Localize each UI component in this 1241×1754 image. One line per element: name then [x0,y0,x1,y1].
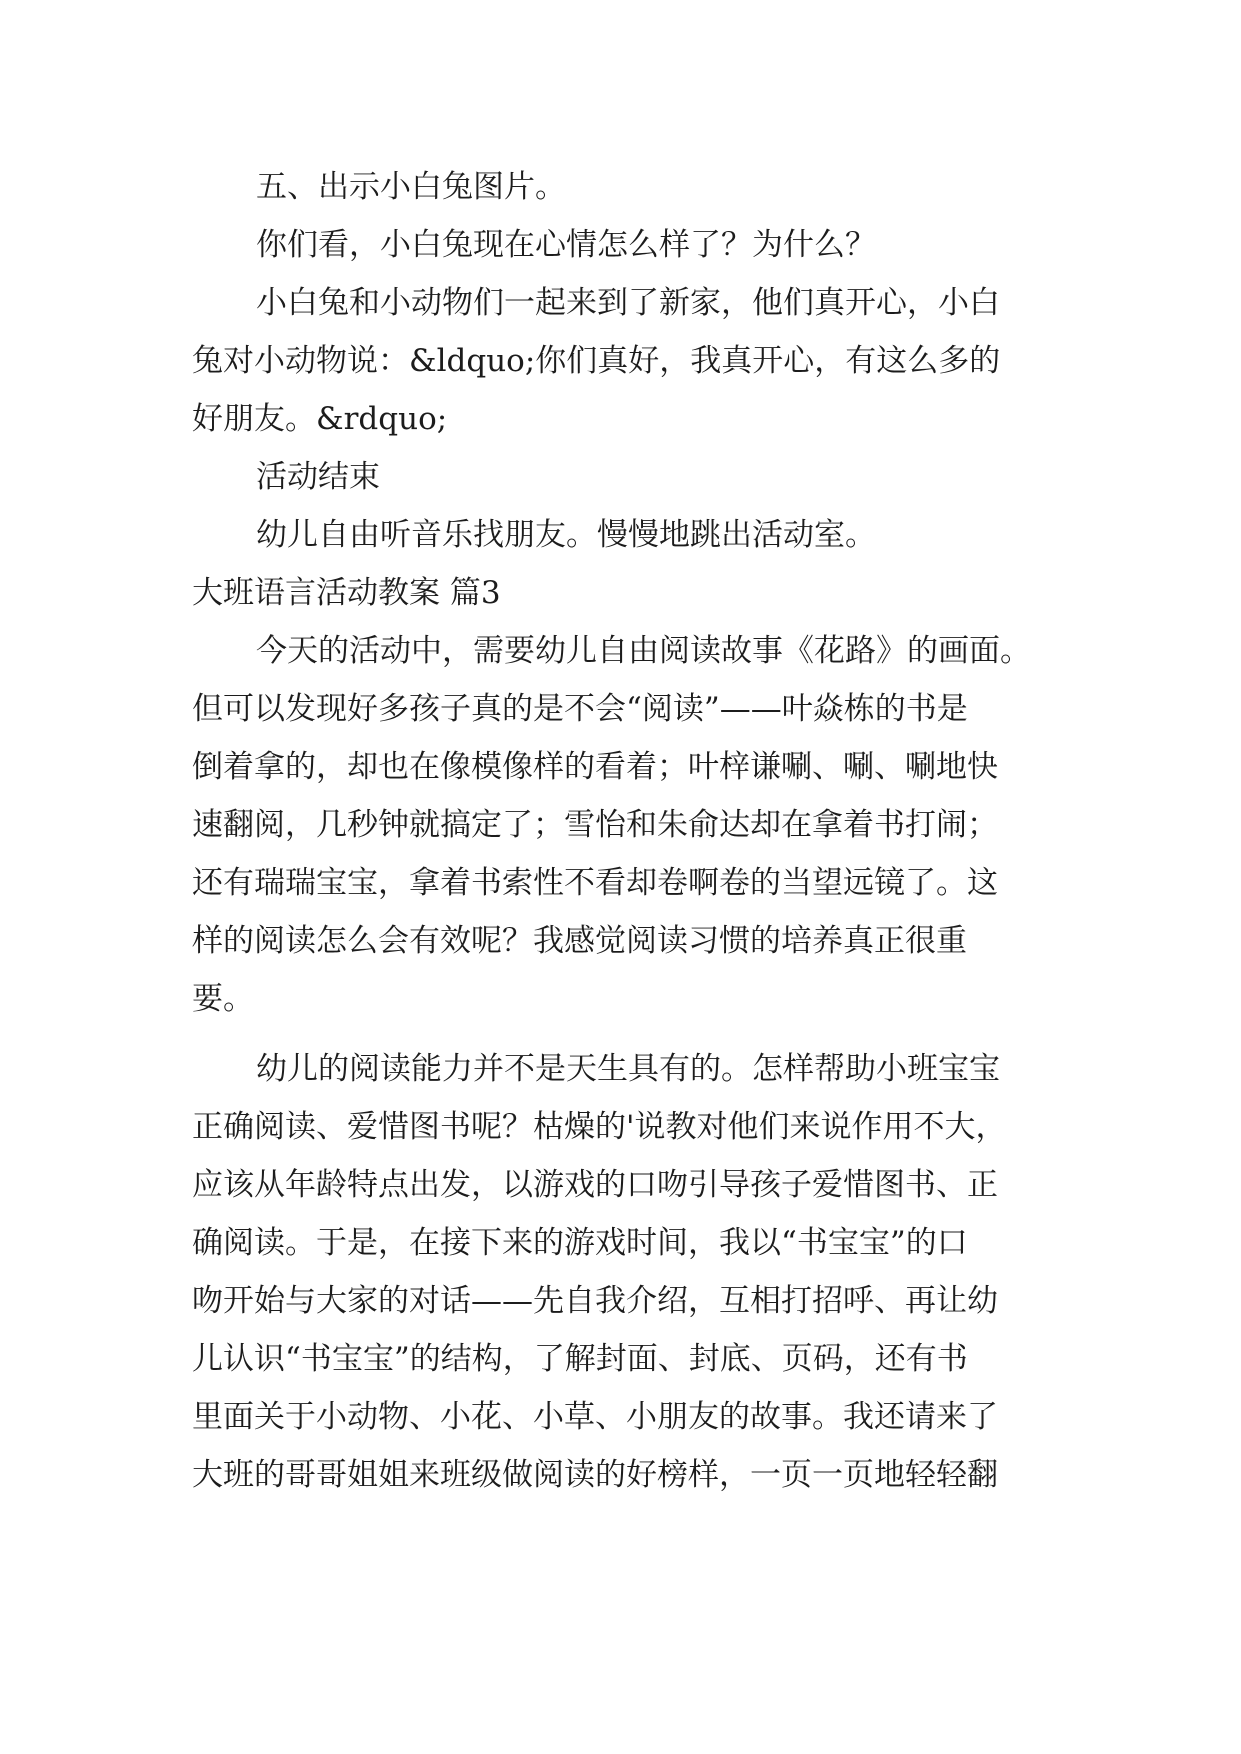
paragraph-activity-end: 活动结束 [256,459,380,495]
paragraph-reading-observation [192,622,1052,1028]
paragraph-show-rabbit-picture: 五、出示小白兔图片。 [256,169,566,205]
text-line: 速翻阅，几秒钟就搞定了；雪怡和朱俞达却在拿着书打闹； [192,807,998,843]
text-line: 正确阅读、爱惜图书呢？枯燥的'说教对他们来说作用不大， [192,1109,1007,1145]
text-line: 要。 [192,981,254,1017]
document-page [192,158,1052,1504]
text-line: 大班的哥哥姐姐来班级做阅读的好榜样，一页一页地轻轻翻 [192,1457,998,1493]
paragraph-free-music: 幼儿自由听音乐找朋友。慢慢地跳出活动室。 [256,517,876,553]
paragraph-question: 你们看，小白兔现在心情怎么样了？为什么？ [256,227,876,263]
text-line: 小白兔和小动物们一起来到了新家，他们真开心，小白 [256,285,1000,321]
text-line: 幼儿的阅读能力并不是天生具有的。怎样帮助小班宝宝 [256,1051,1000,1087]
text-line: 还有瑞瑞宝宝，拿着书索性不看却卷啊卷的当望远镜了。这 [192,865,998,901]
text-line: 兔对小动物说：&ldquo;你们真好，我真开心，有这么多的 [192,343,1001,379]
text-line: 里面关于小动物、小花、小草、小朋友的故事。我还请来了 [192,1399,998,1435]
paragraph-new-home [192,274,1052,448]
text-line: 儿认识“书宝宝”的结构，了解封面、封底、页码，还有书 [192,1341,968,1377]
text-line: 今天的活动中，需要幼儿自由阅读故事《花路》的画面。 [256,633,1031,669]
text-line: 吻开始与大家的对话——先自我介绍，互相打招呼、再让幼 [192,1283,998,1319]
section-heading: 大班语言活动教案 篇3 [192,575,501,611]
text-line: 确阅读。于是，在接下来的游戏时间，我以“书宝宝”的口 [192,1225,968,1261]
text-line: 但可以发现好多孩子真的是不会“阅读”——叶焱栋的书是 [192,691,968,727]
text-line: 好朋友。&rdquo; [192,401,448,437]
text-line: 倒着拿的，却也在像模像样的看着；叶梓谦唰、唰、唰地快 [192,749,998,785]
text-line: 应该从年龄特点出发，以游戏的口吻引导孩子爱惜图书、正 [192,1167,998,1203]
text-line: 样的阅读怎么会有效呢？我感觉阅读习惯的培养真正很重 [192,923,967,959]
paragraph-reading-ability [192,1040,1052,1504]
